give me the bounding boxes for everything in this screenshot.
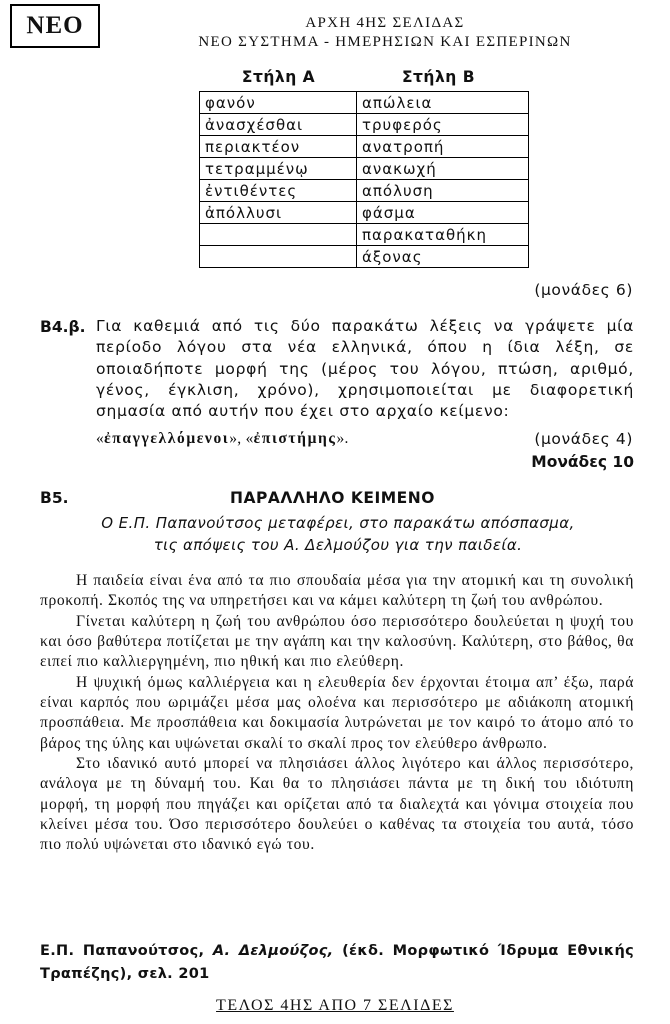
source-author: Ε.Π. Παπανούτσος, — [40, 943, 205, 959]
cell-b: παρακαταθήκη — [357, 224, 529, 246]
question-b5-title: ΠΑΡΑΛΛΗΛΟ ΚΕΙΜΕΝΟ — [230, 489, 435, 507]
cell-b: ανακωχή — [357, 158, 529, 180]
table-row — [200, 92, 529, 114]
passage-paragraph: Η παιδεία είναι ένα από τα πιο σπουδαία μέσα για την ατομική και τη συνολική προκοπή. Σκοπός της να υπηρετήσει και να κάμει καλύτερη τη ζωή του ανθρώπου. — [40, 572, 634, 610]
cell-a: φανόν — [200, 92, 357, 114]
passage-paragraph: Γίνεται καλύτερη η ζωή του ανθρώπου όσο περισσότερο δουλεύεται η ψυχή του και όσο βαθύτερα ποτίζεται με την αγάπη και την καλοσύνη. Καλύτερη, στο βάθος, θα ειπεί πιο καλλιεργημένη, πιο ηθική και πιο ελεύθερη. — [40, 612, 634, 671]
cell-b: ανατροπή — [357, 136, 529, 158]
cell-b: απόλυση — [357, 180, 529, 202]
cell-a — [200, 246, 357, 268]
question-b4-label: Β4.β. — [40, 318, 86, 336]
table-row — [200, 202, 529, 224]
passage-paragraph: Στο ιδανικό αυτό μπορεί να πλησιάσει άλλος λιγότερο και άλλος περισσότερο, ανάλογα με τη δύναμή του. Και θα το πλησιάσει πάντα με τη δική του ιδιότυπη μορφή, τη μορφή που πηγάζει και ορίζεται από τα διαλεχτά και γόνιμα στοιχεία που κλείνει μέσα του. Όσο περισσότερο δουλεύει ο καθένας τα στοιχεία του αυτά, τόσο πιο πολύ υψώνεται στο ιδανικό εγώ του. — [40, 755, 634, 854]
word-1: ἐπαγγελλόμενοι — [104, 430, 230, 447]
table-row — [200, 246, 529, 268]
header-system-line: ΝΕΟ ΣΥΣΤΗΜΑ - ΗΜΕΡΗΣΙΩΝ ΚΑΙ ΕΣΠΕΡΙΝΩΝ — [198, 34, 572, 50]
column-b-header: Στήλη Β — [401, 68, 476, 86]
cell-b: τρυφερός — [357, 114, 529, 136]
table-row — [200, 114, 529, 136]
table-row — [200, 136, 529, 158]
question-b4-words: «ἐπαγγελλόμενοι», «ἐπιστήμης». — [96, 430, 349, 447]
source-book-title: Α. Δελμούζος, — [212, 943, 334, 959]
cell-a: τετραμμένῳ — [200, 158, 357, 180]
parallel-text-intro — [40, 512, 636, 556]
page-footer: ΤΕΛΟΣ 4ΗΣ ΑΠΟ 7 ΣΕΛΙΔΕΣ — [216, 997, 454, 1014]
page-header — [100, 14, 670, 52]
matching-table — [199, 91, 529, 268]
parallel-text-passage — [40, 571, 634, 856]
neo-badge: ΝΕΟ — [10, 4, 100, 48]
cell-a: ἀνασχέσθαι — [200, 114, 357, 136]
source-publication: (έκδ. Μορφωτικό Ίδρυμα Εθνικής Τραπέζης), σελ. 201 — [40, 943, 634, 982]
passage-source — [40, 940, 634, 986]
table-row — [200, 224, 529, 246]
b4-units: (μονάδες 4) — [534, 430, 633, 448]
header-page-line: ΑΡΧΗ 4ΗΣ ΣΕΛΙΔΑΣ — [305, 15, 465, 31]
table-row — [200, 158, 529, 180]
cell-b: φάσμα — [357, 202, 529, 224]
question-b5-label: Β5. — [40, 489, 69, 507]
cell-b: απώλεια — [357, 92, 529, 114]
cell-a: περιακτέον — [200, 136, 357, 158]
passage-paragraph: Η ψυχική όμως καλλιέργεια και η ελευθερία δεν έρχονται έτοιμα απ’ έξω, παρά είναι καρπός που ωριμάζει μέσα μας ολοένα και περισσότερο με αδιάκοπη ατομική προσπάθεια. Με προσπάθεια και δοκιμασία λυτρώνεται με τον καιρό το άτομο από το βάρος της ύλης και υψώνεται σκαλί το σκαλί προς τον ελεύθερο άνθρωπο. — [40, 673, 634, 752]
cell-a — [200, 224, 357, 246]
word-2: ἐπιστήμης — [253, 430, 337, 447]
table-units: (μονάδες 6) — [534, 281, 633, 299]
question-b4-text: Για καθεμιά από τις δύο παρακάτω λέξεις να γράψετε μία περίοδο λόγου στα νέα ελληνικά, όπου η ίδια λέξη, σε οποιαδήποτε μορφή της (μέρος του λόγου, πτώση, αριθμό, γένος, έγκλιση, χρόνο), χρησιμοποιείται με διαφορετική σημασία από αυτήν που έχει στο αρχαίο κείμενο: — [96, 317, 634, 421]
b4-total-units: Μονάδες 10 — [531, 453, 634, 471]
cell-a: ἀπόλλυσι — [200, 202, 357, 224]
intro-line-2: τις απόψεις του Α. Δελμούζου για την παιδεία. — [153, 536, 523, 554]
column-a-header: Στήλη Α — [241, 68, 316, 86]
cell-a: ἐντιθέντες — [200, 180, 357, 202]
intro-line-1: Ο Ε.Π. Παπανούτσος μεταφέρει, στο παρακάτω απόσπασμα, — [101, 514, 575, 532]
cell-b: άξονας — [357, 246, 529, 268]
table-row — [200, 180, 529, 202]
